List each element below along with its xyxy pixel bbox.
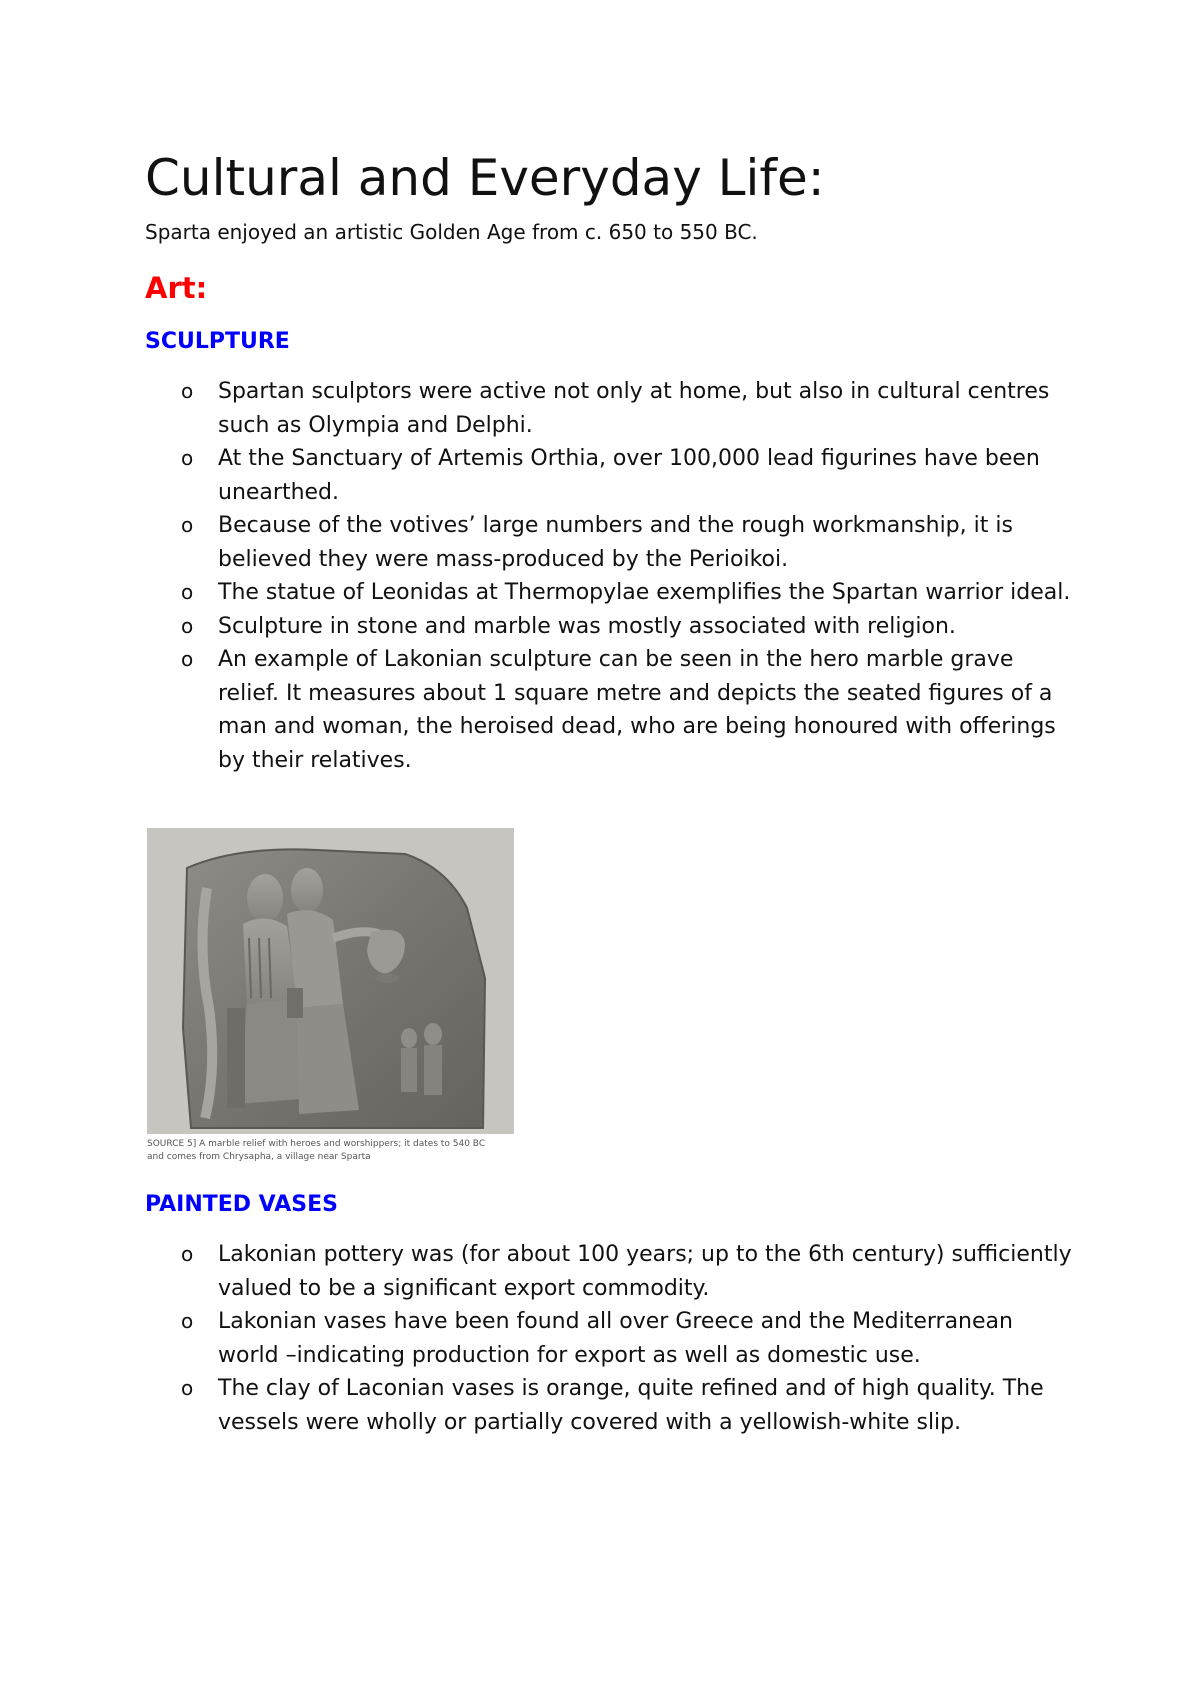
sculpture-list [0, 375, 1200, 777]
list-item-text: Because of the votives’ large numbers and the rough workmanship, it is believed they were mass-produced by the Perioikoi. [218, 513, 1013, 572]
figure-caption: SOURCE 5] A marble relief with heroes and worshippers; it dates to 540 BC and comes from Chrysapha, a village near Sparta [147, 1139, 486, 1162]
bullet-marker: o [181, 1309, 194, 1333]
page-title: Cultural and Everyday Life: [145, 149, 825, 207]
painted-vases-heading: PAINTED VASES [145, 1192, 338, 1217]
list-item [0, 1305, 1078, 1372]
list-item [0, 643, 1078, 777]
art-heading: Art: [145, 271, 208, 305]
list-item [0, 1372, 1078, 1439]
list-item [0, 610, 1078, 644]
list-item-text: At the Sanctuary of Artemis Orthia, over 100,000 lead figurines have been unearthed. [218, 446, 1040, 505]
list-item-text: Spartan sculptors were active not only at home, but also in cultural centres such as Olympia and Delphi. [218, 379, 1050, 438]
bullet-marker: o [181, 1242, 194, 1266]
list-item-text: Lakonian pottery was (for about 100 years; up to the 6th century) sufficiently valued to be a significant export commodity. [218, 1242, 1072, 1301]
bullet-marker: o [181, 1376, 194, 1400]
sculpture-heading: SCULPTURE [145, 329, 290, 354]
bullet-marker: o [181, 580, 194, 604]
list-item [0, 375, 1078, 442]
bullet-marker: o [181, 379, 194, 403]
bullet-marker: o [181, 513, 194, 537]
list-item [0, 442, 1078, 509]
marble-relief-illustration [147, 828, 514, 1134]
list-item [0, 1238, 1078, 1305]
painted-vases-list [0, 1238, 1200, 1439]
marble-relief-image [147, 828, 514, 1134]
bullet-marker: o [181, 647, 194, 671]
list-item-text: Sculpture in stone and marble was mostly associated with religion. [218, 613, 956, 639]
list-item-text: The clay of Laconian vases is orange, quite refined and of high quality. The vessels were wholly or partially covered with a yellowish-white slip. [218, 1376, 1044, 1435]
bullet-marker: o [181, 613, 194, 638]
list-item-text: The statue of Leonidas at Thermopylae exemplifies the Spartan warrior ideal. [218, 580, 1071, 605]
intro-paragraph: Sparta enjoyed an artistic Golden Age from c. 650 to 550 BC. [145, 220, 758, 244]
list-item [0, 576, 1078, 610]
list-item-text: Lakonian vases have been found all over Greece and the Mediterranean world –indicating production for export as well as domestic use. [218, 1309, 1013, 1368]
list-item [0, 509, 1078, 576]
list-item-text: An example of Lakonian sculpture can be seen in the hero marble grave relief. It measures about 1 square metre and depicts the seated figures of a man and woman, the heroised dead, who are being honoured with offerings by their relatives. [218, 647, 1056, 773]
bullet-marker: o [181, 446, 194, 470]
